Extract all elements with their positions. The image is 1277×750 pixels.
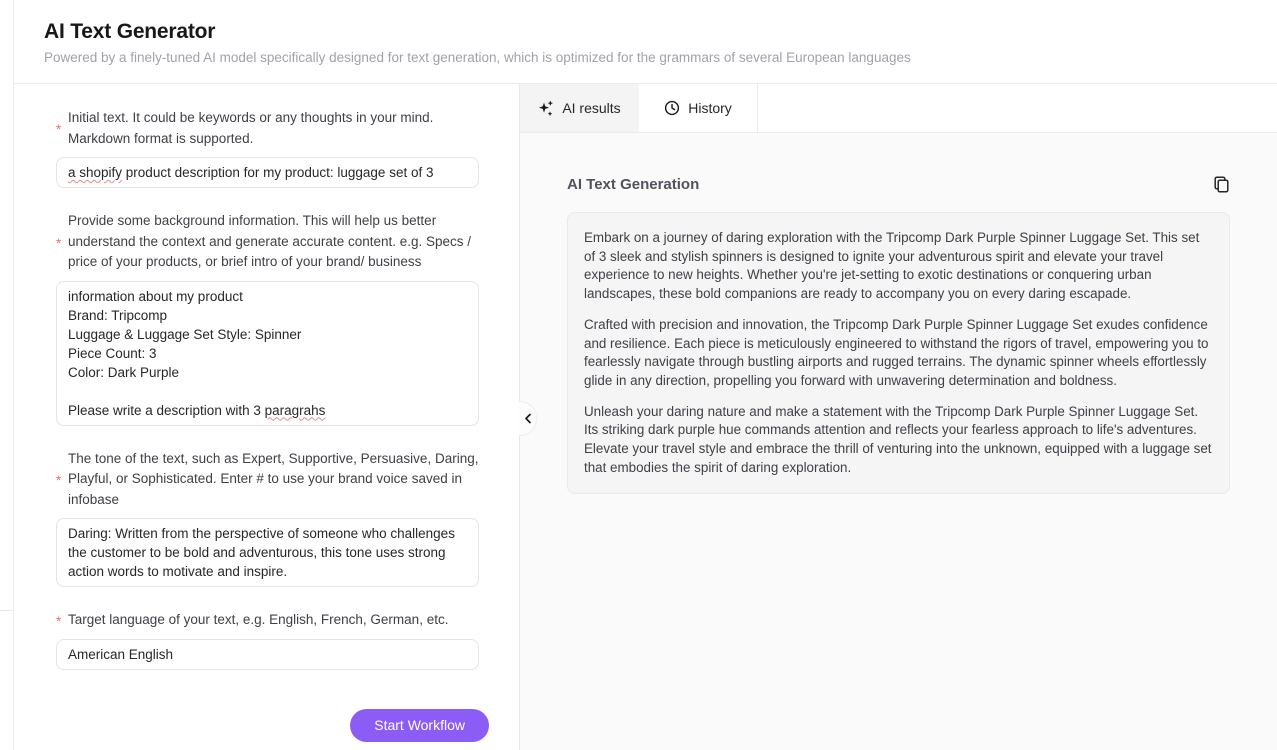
field-initial-text: [56, 108, 479, 188]
submit-row: [56, 709, 489, 742]
field-label-row: [56, 610, 479, 631]
tab-ai-results[interactable]: [520, 84, 639, 132]
tab-history[interactable]: [639, 84, 758, 132]
tab-history-label: History: [688, 100, 732, 116]
copy-result-button[interactable]: [1213, 176, 1230, 193]
field-tone: [56, 449, 479, 588]
result-title: AI Text Generation: [567, 176, 700, 193]
generated-paragraph: Crafted with precision and innovation, the Tripcomp Dark Purple Spinner Luggage Set exudes confidence and resilience. Each piece is meticulously engineered to withstand the rigors of travel, empowering you to fearlessly navigate through bustling airports and rugged terrains. The dynamic spinner wheels effortlessly glide in any direction, propelling you forward with unwavering determination and boldness.: [584, 316, 1209, 388]
initial-text-input[interactable]: a shopify product description for my product: luggage set of 3: [56, 157, 479, 188]
required-asterisk: *: [56, 473, 62, 488]
page-title: AI Text Generator: [44, 20, 216, 43]
required-asterisk: *: [56, 614, 62, 629]
field-target-language: [56, 610, 479, 670]
sparkles-icon: [538, 100, 554, 116]
page-header: [14, 0, 1277, 84]
field-label-row: [56, 449, 479, 511]
start-workflow-button[interactable]: Start Workflow: [350, 709, 489, 742]
result-header-row: [567, 176, 1230, 193]
field-background-info: [56, 211, 479, 426]
tab-ai-results-label: AI results: [562, 100, 621, 116]
generated-paragraph: Unleash your daring nature and make a statement with the Tripcomp Dark Purple Spinner Luggage Set. Its striking dark purple hue commands attention and reflects your fearless approach to life's adventures. Elevate your travel style and embrace the thrill of venturing into the unknown, equipped with a luggage set that embodies the spirit of daring exploration.: [584, 403, 1212, 475]
generated-text-card: [567, 212, 1230, 494]
sidebar-divider: [0, 610, 13, 611]
main-layout: [14, 84, 1277, 750]
required-asterisk: *: [56, 122, 62, 138]
background-info-label: Provide some background information. This will help us better understand the context and generate accurate content. e.g. Specs / price of your products, or brief intro of your brand/ business: [68, 213, 472, 269]
field-label-row: [56, 211, 479, 273]
results-panel: [519, 84, 1277, 750]
background-info-textarea[interactable]: information about my product Brand: Tripcomp Luggage & Luggage Set Style: Spinner Piece Count: 3 Color: Dark Purple Please write a description with 3 paragrahs: [56, 281, 479, 426]
chevron-left-icon: [523, 413, 533, 424]
workflow-form-panel: [14, 84, 519, 750]
target-language-label: Target language of your text, e.g. English, French, German, etc.: [68, 612, 449, 627]
clock-icon: [664, 100, 680, 116]
generated-paragraph: Embark on a journey of daring exploration with the Tripcomp Dark Purple Spinner Luggage Set. This set of 3 sleek and stylish spinners is designed to ignite your adventurous spirit and elevate your travel experience to new heights. Whether you're jet-setting to exotic destinations or conquering urban landscapes, these bold companions are ready to accompany you on every daring escapade.: [584, 230, 1200, 302]
required-asterisk: *: [56, 235, 62, 251]
tone-label: The tone of the text, such as Expert, Supportive, Persuasive, Daring, Playful, or Sophisticated. Enter # to use your brand voice saved in infobase: [68, 450, 479, 507]
tone-textarea[interactable]: Daring: Written from the perspective of someone who challenges the customer to be bold and adventurous, this tone uses strong action words to motivate and inspire.: [56, 518, 479, 587]
copy-icon: [1213, 176, 1230, 193]
results-tabbar: [520, 84, 1277, 133]
results-content: [520, 133, 1277, 750]
target-language-input[interactable]: American English: [56, 639, 479, 670]
field-label-row: [56, 108, 479, 149]
initial-text-label: Initial text. It could be keywords or any thoughts in your mind. Markdown format is supported.: [68, 110, 434, 146]
page-subtitle: Powered by a finely-tuned AI model specifically designed for text generation, which is optimized for the grammars of several European languages: [44, 50, 911, 65]
